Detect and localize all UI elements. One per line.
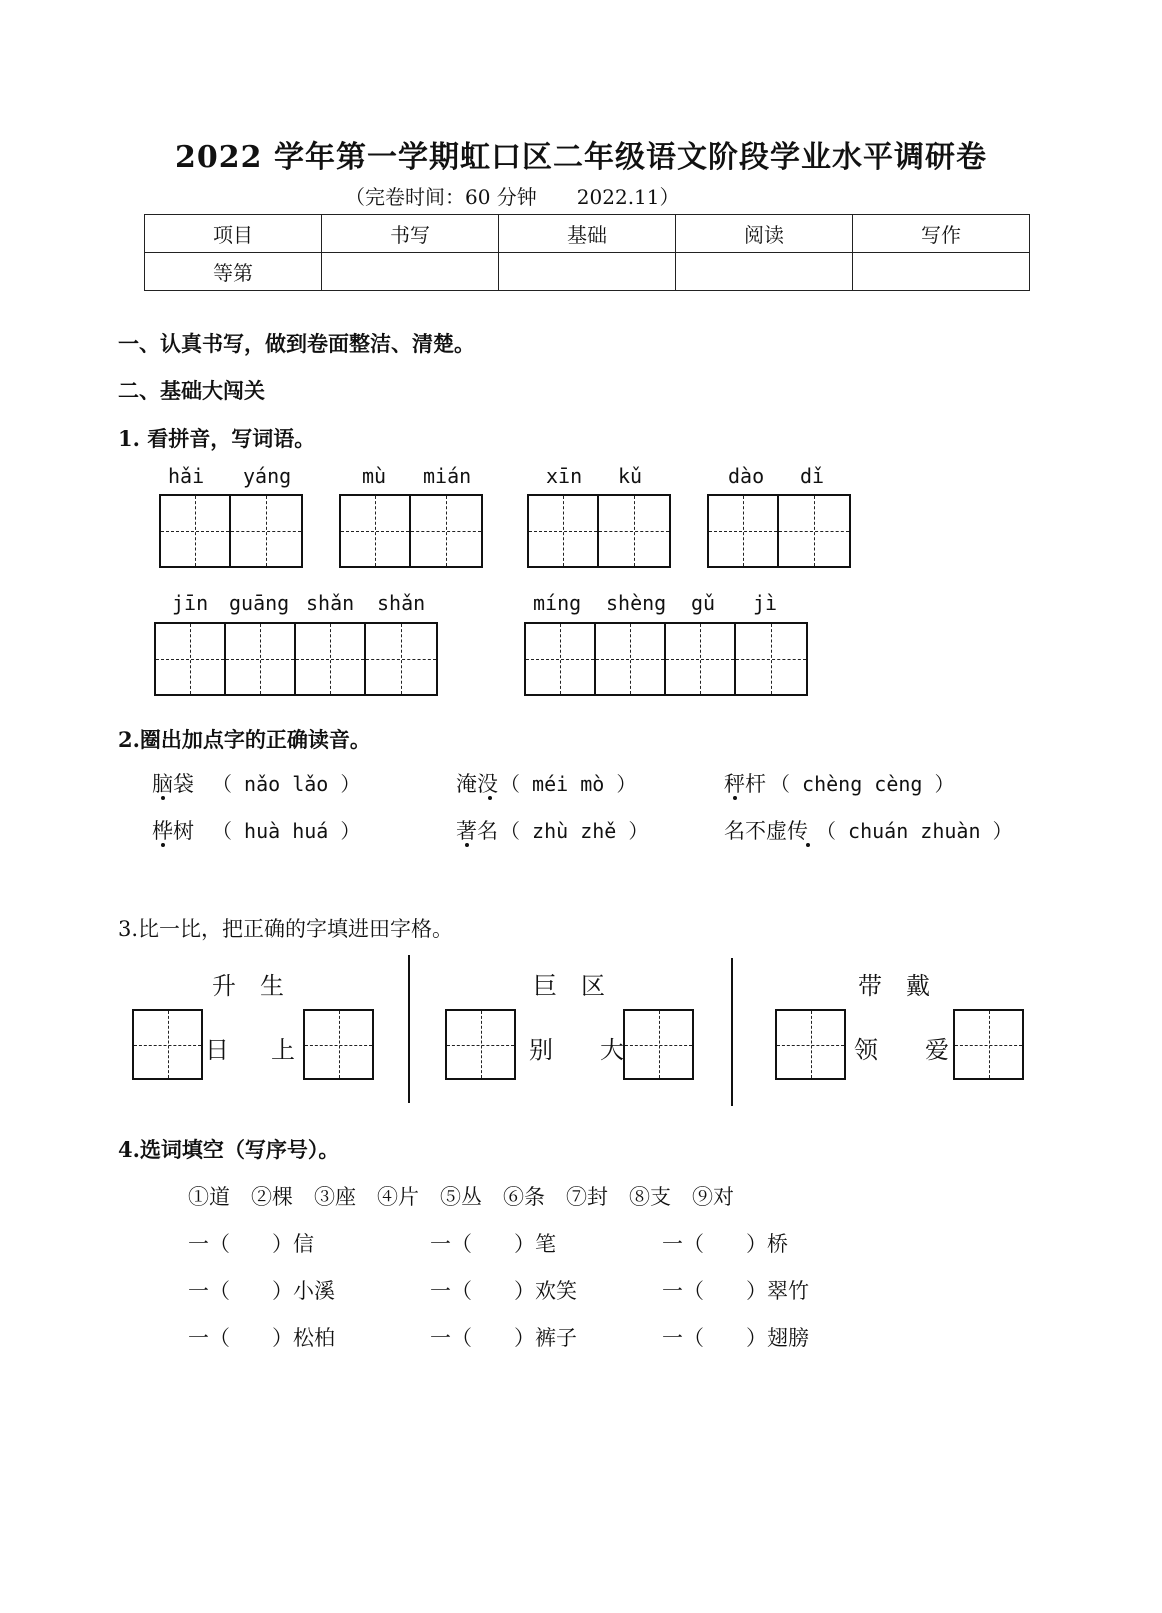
- pinyin: mián: [423, 464, 472, 488]
- context-char: 日: [205, 1036, 229, 1064]
- emphasis-dot: [806, 843, 810, 847]
- pinyin: jì: [753, 591, 778, 615]
- score-cell: 写作: [853, 215, 1030, 253]
- fill-blank-item[interactable]: 一（ ）笔: [430, 1232, 556, 1256]
- fill-blank-item[interactable]: 一（ ）翠竹: [662, 1279, 809, 1303]
- emphasis-dot: [161, 843, 165, 847]
- emphasis-dot: [488, 796, 492, 800]
- context-char: 爱: [925, 1036, 949, 1064]
- pronunciation-options[interactable]: （ chuán zhuàn ）: [816, 819, 1013, 843]
- char-pair: 升 生: [212, 972, 284, 1000]
- context-char: 上: [271, 1036, 295, 1064]
- pinyin: hǎi: [168, 464, 205, 488]
- writing-box[interactable]: [445, 1009, 516, 1080]
- pinyin: dǐ: [800, 464, 825, 488]
- pinyin: shǎn: [377, 591, 426, 615]
- writing-grid[interactable]: [707, 494, 851, 568]
- pinyin: dào: [728, 464, 765, 488]
- emphasis-dot: [465, 843, 469, 847]
- q2-word: 名不虚传: [724, 819, 808, 843]
- score-table-header-row: [145, 215, 1030, 253]
- writing-box[interactable]: [623, 1009, 694, 1080]
- pinyin: guāng: [229, 591, 290, 615]
- pinyin: gǔ: [691, 591, 716, 615]
- q1-heading: 1. 看拼音，写词语。: [118, 426, 316, 451]
- writing-box[interactable]: [132, 1009, 203, 1080]
- pronunciation-options[interactable]: （ huà huá ）: [212, 819, 361, 843]
- grade-input-cell[interactable]: [853, 253, 1030, 291]
- writing-box[interactable]: [953, 1009, 1024, 1080]
- section-1-heading: 一、认真书写，做到卷面整洁、清楚。: [118, 331, 475, 356]
- fill-blank-item[interactable]: 一（ ）桥: [662, 1232, 788, 1256]
- fill-blank-item[interactable]: 一（ ）翅膀: [662, 1326, 809, 1350]
- score-cell: 等第: [145, 253, 322, 291]
- fill-blank-item[interactable]: 一（ ）松柏: [188, 1326, 335, 1350]
- fill-blank-item[interactable]: 一（ ）裤子: [430, 1326, 577, 1350]
- pinyin: míng: [533, 591, 582, 615]
- fill-blank-item[interactable]: 一（ ）欢笑: [430, 1279, 577, 1303]
- pinyin: mù: [362, 464, 387, 488]
- score-cell: 书写: [322, 215, 499, 253]
- writing-box[interactable]: [303, 1009, 374, 1080]
- char-pair: 带 戴: [858, 972, 930, 1000]
- context-char: 别: [529, 1036, 553, 1064]
- score-cell: 项目: [145, 215, 322, 253]
- context-char: 领: [854, 1036, 878, 1064]
- pronunciation-options[interactable]: （ nǎo lǎo ）: [212, 772, 361, 796]
- context-char: 大: [600, 1036, 624, 1064]
- divider: [408, 955, 410, 1103]
- emphasis-dot: [733, 796, 737, 800]
- q3-heading: 3.比一比，把正确的字填进田字格。: [118, 917, 454, 941]
- pronunciation-options[interactable]: （ zhù zhě ）: [500, 819, 649, 843]
- writing-grid[interactable]: [524, 622, 808, 696]
- q2-word: 脑袋: [152, 772, 194, 796]
- writing-grid[interactable]: [339, 494, 483, 568]
- writing-grid[interactable]: [159, 494, 303, 568]
- grade-input-cell[interactable]: [676, 253, 853, 291]
- pronunciation-options[interactable]: （ méi mò ）: [500, 772, 637, 796]
- pinyin: shǎn: [306, 591, 355, 615]
- writing-grid[interactable]: [527, 494, 671, 568]
- pronunciation-options[interactable]: （ chèng cèng ）: [770, 772, 955, 796]
- pinyin: yáng: [243, 464, 292, 488]
- pinyin: kǔ: [618, 464, 643, 488]
- q2-word: 著名: [456, 819, 498, 843]
- section-2-heading: 二、基础大闯关: [118, 378, 265, 403]
- score-table: [144, 214, 1030, 291]
- pinyin: xīn: [546, 464, 583, 488]
- grade-input-cell[interactable]: [499, 253, 676, 291]
- measure-word-options: ①道 ②棵 ③座 ④片 ⑤丛 ⑥条 ⑦封 ⑧支 ⑨对: [188, 1185, 734, 1209]
- q2-word: 桦树: [152, 819, 194, 843]
- q2-word: 秤杆: [724, 772, 766, 796]
- q4-heading: 4.选词填空（写序号）。: [118, 1137, 340, 1162]
- score-table-grade-row: [145, 253, 1030, 291]
- pinyin: jīn: [172, 591, 209, 615]
- grade-input-cell[interactable]: [322, 253, 499, 291]
- writing-grid[interactable]: [154, 622, 438, 696]
- exam-duration: （完卷时间：60 分钟 2022.11）: [345, 185, 680, 209]
- score-cell: 基础: [499, 215, 676, 253]
- emphasis-dot: [161, 796, 165, 800]
- pinyin: shèng: [606, 591, 667, 615]
- score-cell: 阅读: [676, 215, 853, 253]
- writing-box[interactable]: [775, 1009, 846, 1080]
- q2-word: 淹没: [456, 772, 498, 796]
- page-title: 2022 学年第一学期虹口区二年级语文阶段学业水平调研卷: [175, 140, 987, 175]
- divider: [731, 958, 733, 1106]
- q2-heading: 2.圈出加点字的正确读音。: [118, 727, 371, 752]
- char-pair: 巨 区: [533, 972, 605, 1000]
- fill-blank-item[interactable]: 一（ ）信: [188, 1232, 314, 1256]
- fill-blank-item[interactable]: 一（ ）小溪: [188, 1279, 335, 1303]
